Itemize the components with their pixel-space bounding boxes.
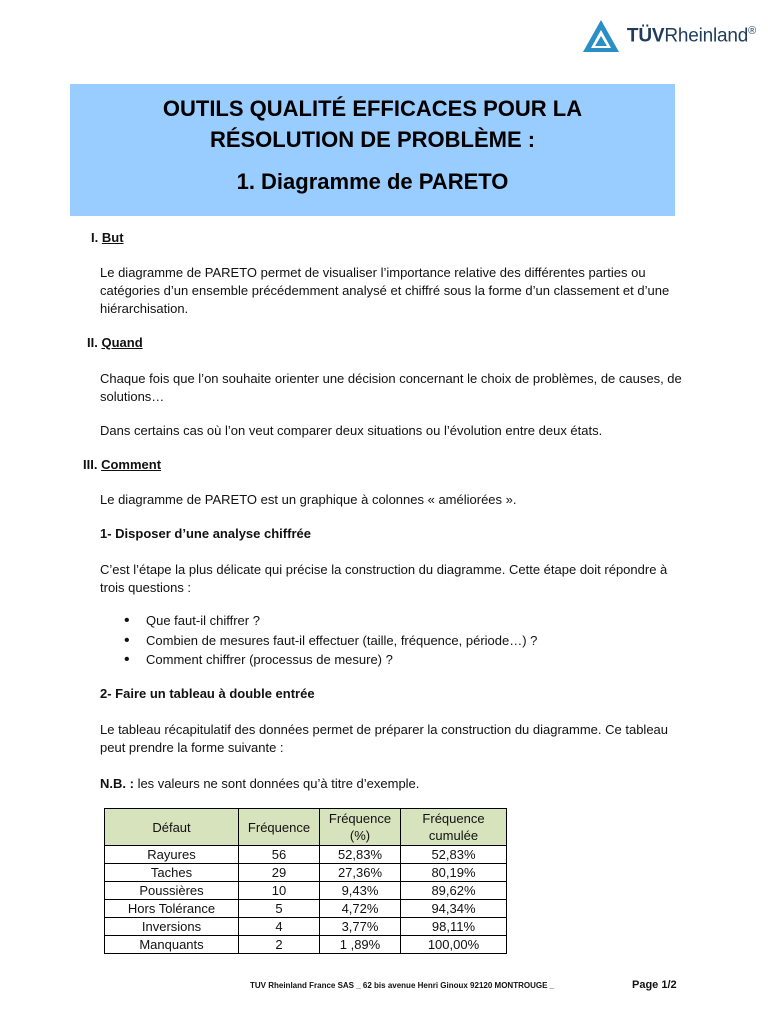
table-row (105, 864, 507, 882)
table-row (105, 918, 507, 936)
table-cell: 98,11% (401, 918, 507, 936)
page-number: Page 1/2 (632, 979, 677, 991)
table-cell: 2 (239, 936, 320, 954)
table-cell: 3,77% (320, 918, 401, 936)
section-heading-quand: II. Quand (87, 335, 143, 350)
table-cell: 1 ,89% (320, 936, 401, 954)
note: N.B. : les valeurs ne sont données qu’à titre d’exemple. (100, 776, 420, 791)
table-row (105, 846, 507, 864)
table-cell: Inversions (105, 918, 239, 936)
column-header: Fréquence (%) (320, 809, 401, 846)
table-cell: 29 (239, 864, 320, 882)
table-cell: 100,00% (401, 936, 507, 954)
table-cell: 10 (239, 882, 320, 900)
table-cell: 56 (239, 846, 320, 864)
table-cell: Manquants (105, 936, 239, 954)
table-cell: Poussières (105, 882, 239, 900)
table-cell: Taches (105, 864, 239, 882)
table-cell: 5 (239, 900, 320, 918)
table-cell: 94,34% (401, 900, 507, 918)
question-list (124, 613, 537, 672)
paragraph-but: Le diagramme de PARETO permet de visualiser l’importance relative des différentes parties ou catégories d’un ensemble précédemment analysé et chiffré sous la forme d’un classement et d’une hiérarchisation. (100, 265, 670, 316)
paragraph-quand-1: Chaque fois que l’on souhaite orienter une décision concernant le choix de problèmes, de causes, de solutions… (100, 371, 682, 404)
document-subtitle: 1. Diagramme de PARETO (236, 169, 509, 194)
list-item: • Combien de mesures faut-il effectuer (taille, fréquence, période…) ? (124, 633, 537, 653)
table-cell: 4,72% (320, 900, 401, 918)
table-cell: 52,83% (320, 846, 401, 864)
table-cell: Hors Tolérance (105, 900, 239, 918)
step-1-title: 1- Disposer d’une analyse chiffrée (100, 526, 311, 541)
footer-address: TUV Rheinland France SAS _ 62 bis avenue Henri Ginoux 92120 MONTROUGE _ (250, 981, 555, 990)
list-item: • Comment chiffrer (processus de mesure) ? (124, 652, 537, 672)
table-cell: 80,19% (401, 864, 507, 882)
table-cell: 4 (239, 918, 320, 936)
paragraph-quand-2: Dans certains cas où l’on veut comparer deux situations ou l’évolution entre deux états. (100, 423, 603, 438)
table-row (105, 936, 507, 954)
list-item: • Que faut-il chiffrer ? (124, 613, 537, 633)
column-header: Défaut (105, 809, 239, 846)
tuv-rheinland-logo (581, 18, 756, 54)
table-row (105, 882, 507, 900)
column-header: Fréquence cumulée (401, 809, 507, 846)
section-heading-comment: III. Comment (83, 457, 162, 472)
pareto-table (104, 808, 507, 954)
paragraph-step-2: Le tableau récapitulatif des données permet de préparer la construction du diagramme. Ce tableau peut prendre la forme suivante : (100, 722, 669, 755)
table-cell: 89,62% (401, 882, 507, 900)
paragraph-step-1: C’est l’étape la plus délicate qui précise la construction du diagramme. Cette étape doit répondre à trois questions : (100, 562, 668, 595)
table-cell: 52,83% (401, 846, 507, 864)
logo-text: TÜVRheinland® (626, 24, 756, 47)
table-header-row (105, 809, 507, 846)
column-header: Fréquence (239, 809, 320, 846)
section-heading-but: I. But (91, 230, 124, 245)
table-row (105, 900, 507, 918)
step-2-title: 2- Faire un tableau à double entrée (100, 686, 315, 701)
table-cell: 27,36% (320, 864, 401, 882)
title-banner (70, 84, 675, 216)
table-cell: 9,43% (320, 882, 401, 900)
table-cell: Rayures (105, 846, 239, 864)
paragraph-comment-intro: Le diagramme de PARETO est un graphique à colonnes « améliorées ». (100, 492, 517, 507)
tuv-triangle-icon (581, 18, 621, 54)
document-title: OUTILS QUALITÉ EFFICACES POUR LA RÉSOLUTION DE PROBLÈME : (162, 96, 583, 152)
